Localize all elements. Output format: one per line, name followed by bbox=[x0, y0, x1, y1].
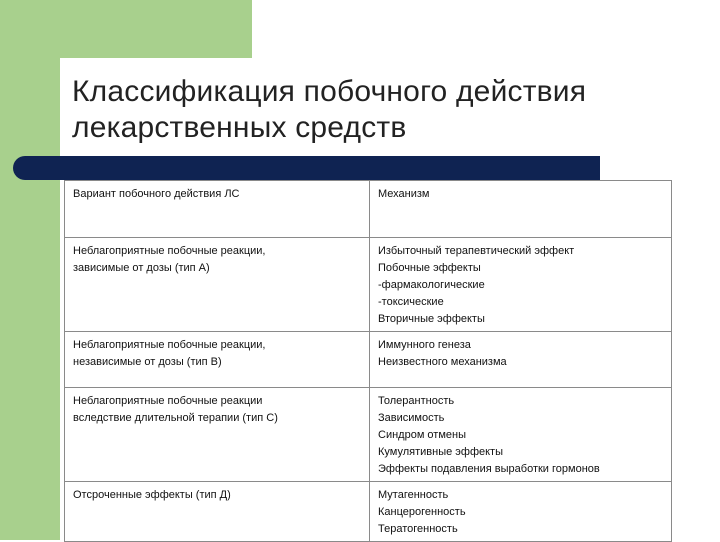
cell-line: Канцерогенность bbox=[378, 506, 466, 518]
table-row bbox=[65, 388, 672, 482]
cell-line: Неблагоприятные побочные реакции, bbox=[73, 339, 266, 351]
cell-line: Неблагоприятные побочные реакции bbox=[73, 395, 263, 407]
cell-line: Кумулятивные эффекты bbox=[378, 446, 503, 458]
cell-line: Побочные эффекты bbox=[378, 262, 481, 274]
cell-line: Неблагоприятные побочные реакции, bbox=[73, 245, 266, 257]
cell-line: Вторичные эффекты bbox=[378, 313, 485, 325]
slide-title-line-2: лекарственных средств bbox=[72, 111, 407, 144]
cell-line: Тератогенность bbox=[378, 523, 458, 535]
type-cell bbox=[65, 388, 370, 482]
cell-line: независимые от дозы (тип В) bbox=[73, 356, 222, 368]
mechanism-cell bbox=[370, 388, 672, 482]
cell-line: Иммунного генеза bbox=[378, 339, 471, 351]
type-cell bbox=[65, 332, 370, 388]
classification-table bbox=[64, 180, 672, 542]
header-cell-mechanism bbox=[370, 181, 672, 238]
mechanism-cell bbox=[370, 238, 672, 332]
header-cell-variant bbox=[65, 181, 370, 238]
cell-line: -токсические bbox=[378, 296, 444, 308]
mechanism-cell bbox=[370, 482, 672, 542]
cell-line: Неизвестного механизма bbox=[378, 356, 507, 368]
cell-line: Толерантность bbox=[378, 395, 455, 407]
slide-title-line-1: Классификация побочного действия bbox=[72, 75, 587, 108]
title-divider-bar bbox=[13, 156, 600, 180]
type-cell bbox=[65, 482, 370, 542]
cell-line: Избыточный терапевтический эффект bbox=[378, 245, 575, 257]
table-row bbox=[65, 332, 672, 388]
header-label: Вариант побочного действия ЛС bbox=[73, 188, 240, 200]
table-row bbox=[65, 482, 672, 542]
cell-line: Зависимость bbox=[378, 412, 445, 424]
header-label: Механизм bbox=[378, 188, 430, 200]
table-row bbox=[65, 238, 672, 332]
cell-line: зависимые от дозы (тип А) bbox=[73, 262, 210, 274]
cell-line: Мутагенность bbox=[378, 489, 449, 501]
cell-line: -фармакологические bbox=[378, 279, 485, 291]
cell-line: вследствие длительной терапии (тип С) bbox=[73, 412, 278, 424]
mechanism-cell bbox=[370, 332, 672, 388]
type-cell bbox=[65, 238, 370, 332]
cell-line: Синдром отмены bbox=[378, 429, 467, 441]
slide-title bbox=[72, 74, 692, 146]
cell-line: Отсроченные эффекты (тип Д) bbox=[73, 489, 231, 501]
cell-line: Эффекты подавления выработки гормонов bbox=[378, 463, 600, 475]
table-header-row bbox=[65, 181, 672, 238]
